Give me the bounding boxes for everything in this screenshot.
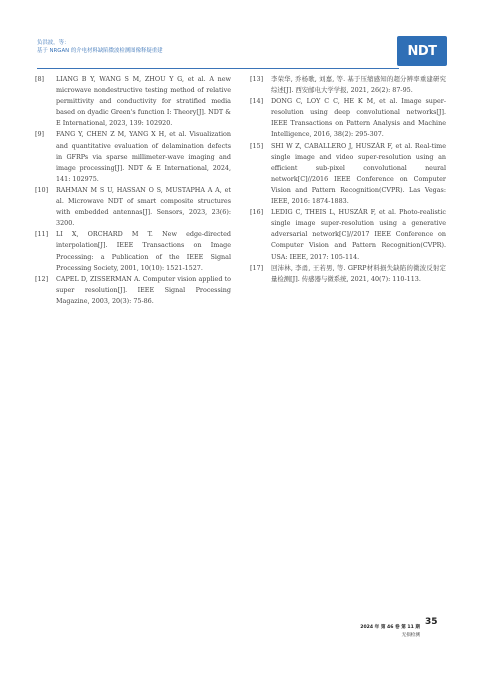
reference-text: DONG C, LOY C C, HE K M, et al. Image super-resolution using deep convolutional networks[J]. IEEE Transactions on Pattern Analysis and Machine Intelligence, 2016, 38(2): 295-307. [271, 97, 446, 139]
reference-number: [16] [250, 208, 264, 217]
reference-number: [11] [35, 230, 49, 239]
reference-number: [14] [250, 97, 264, 106]
reference-text: SHI W Z, CABALLERO J, HUSZÁR F, et al. Real-time single image and video super-resolution using an efficient sub-pixel convolutional neural network[C]//2016 IEEE Conference on Computer Vision and Pattern Recognition(CVPR). Las Vegas: IEEE, 2016: 1874-1883. [271, 141, 446, 206]
reference-text: FANG Y, CHEN Z M, YANG X H, et al. Visualization and quantitative evaluation of delamination defects in GFRPs via sparse millimeter-wave imaging and image processing[J]. NDT & E International, 2024, 141: 102975. [56, 130, 231, 183]
logo-text: NDT [407, 43, 437, 59]
reference-item [35, 229, 231, 273]
reference-text: 回沛林, 李甬, 王若男, 等. GFRP材料损失缺陷的微波反射定量检测[J]. 传感器与微系统, 2021, 40(7): 110-113. [271, 263, 446, 283]
reference-number: [10] [35, 185, 49, 194]
reference-item [250, 96, 446, 140]
reference-text: LIANG B Y, WANG S M, ZHOU Y G, et al. A new microwave nondestructive testing method of relative permittivity and conductivity for stratified media based on dyadic Green's function I: Theory[J]. NDT & E International, 2023, 139: 102920. [56, 75, 231, 128]
page-number: 35 [425, 617, 438, 627]
reference-text: 李荣华, 乔杨歌, 刘嘉, 等. 基于压缩感知的超分辨率重建研究综述[J]. 西安邮电大学学报, 2021, 26(2): 87-95. [271, 75, 446, 95]
running-authors: 负洪波，等： [37, 40, 70, 46]
journal-name: 无损检测 [401, 633, 420, 638]
running-title: 基于 NRGAN 的介电材料缺陷微波检测图像释疑重建 [37, 48, 163, 54]
reference-item [250, 207, 446, 262]
journal-footer [340, 624, 420, 640]
reference-item [35, 74, 231, 129]
reference-item [35, 129, 231, 184]
reference-number: [8] [35, 75, 45, 83]
journal-logo [397, 36, 447, 66]
reference-text: LI X, ORCHARD M T. New edge-directed interpolation[J]. IEEE Transactions on Image Processing: a Publication of the IEEE Signal Processing Society, 2001, 10(10): 1521-1527. [56, 230, 231, 272]
issue-info: 2024 年 第 46 卷 第 11 期 [360, 625, 420, 630]
reference-number: [9] [35, 130, 45, 139]
reference-number: [12] [35, 274, 49, 283]
reference-text: CAPEL D, ZISSERMAN A. Computer vision applied to super resolution[J]. IEEE Signal Processing Magazine, 2003, 20(3): 75-86. [56, 274, 231, 305]
reference-item [250, 263, 446, 285]
reference-number: [13] [250, 75, 264, 83]
page-header [37, 36, 447, 68]
reference-item [35, 185, 231, 229]
reference-item [250, 141, 446, 208]
header-rule [37, 68, 399, 69]
references-left-column [35, 74, 231, 307]
reference-item [250, 74, 446, 96]
reference-text: RAHMAN M S U, HASSAN O S, MUSTAPHA A A, et al. Microwave NDT of smart composite structures with embedded antennas[J]. Sensors, 2023, 23(6): 3200. [56, 185, 231, 228]
reference-text: LEDIG C, THEIS L, HUSZÁR F, et al. Photo-realistic single image super-resolution using a generative adversarial network[C]//2017 IEEE Conference on Computer Vision and Pattern Recognition(CVPR). USA: IEEE, 2017: 105-114. [271, 208, 446, 261]
reference-item [35, 274, 231, 307]
reference-number: [15] [250, 141, 264, 150]
reference-number: [17] [250, 263, 264, 272]
references-right-column [250, 74, 446, 285]
